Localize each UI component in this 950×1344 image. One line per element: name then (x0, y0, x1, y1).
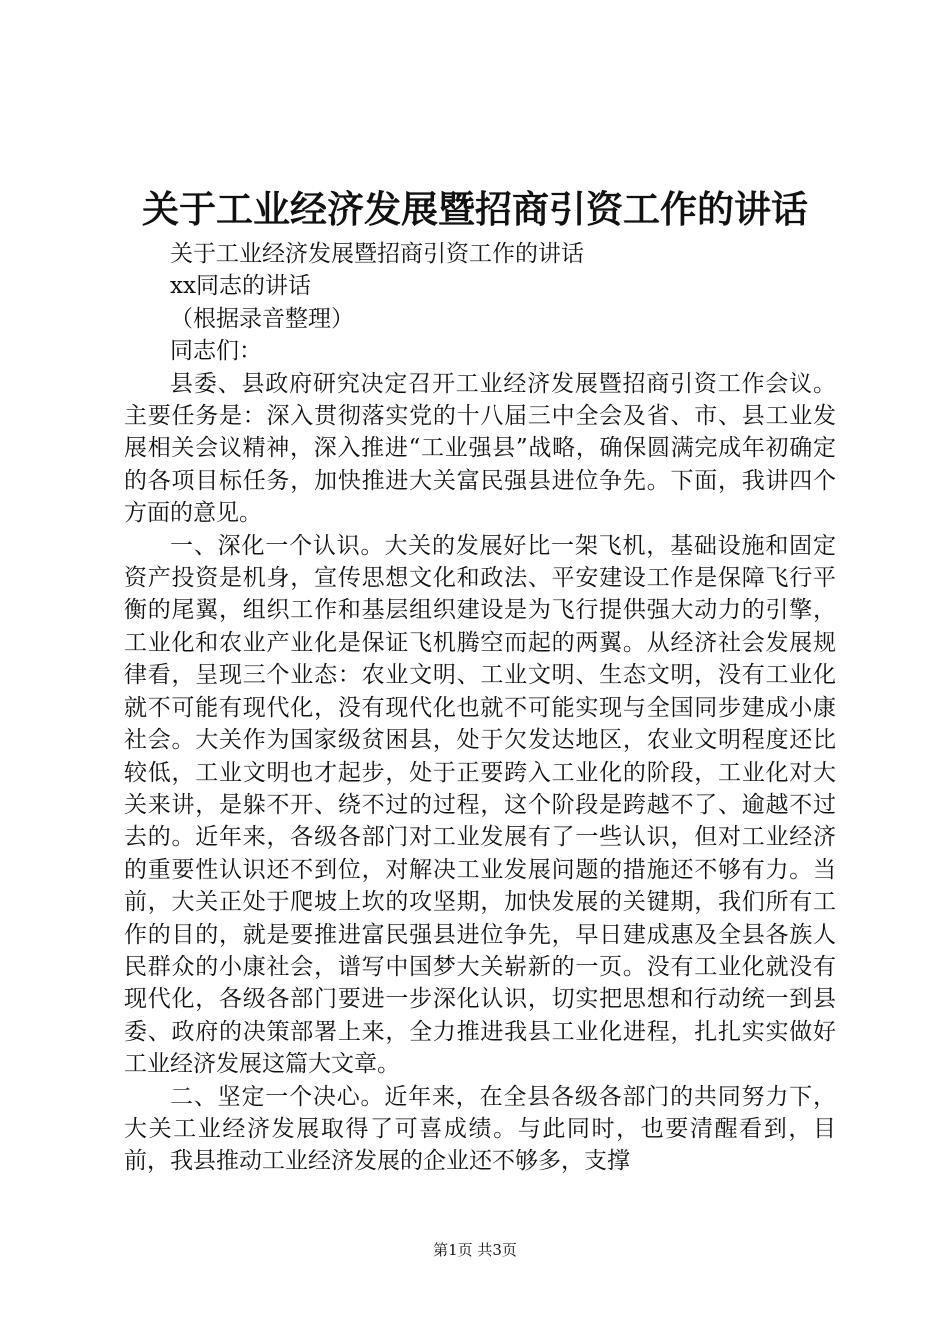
paragraph: 二、坚定一个决心。近年来，在全县各级各部门的共同努力下，大关工业经济发展取得了可喜成绩。与此同时，也要清醒看到，目前，我县推动工业经济发展的企业还不够多，支撑 (124, 1083, 836, 1175)
speaker-line: xx同志的讲话 (170, 273, 311, 300)
document-body (124, 238, 836, 1178)
subtitle-line: 关于工业经济发展暨招商引资工作的讲话 (170, 241, 584, 267)
note-line: （根据录音整理） (170, 305, 354, 332)
salutation: 同志们： (170, 338, 262, 365)
paragraph: 县委、县政府研究决定召开工业经济发展暨招商引资工作会议。主要任务是：深入贯彻落实党的十八届三中全会及省、市、县工业发展相关会议精神，深入推进“工业强县”战略，确保圆满完成年初确定的各项目标任务，加快推进大关富民强县进位争先。下面，我讲四个方面的意见。 (124, 370, 836, 527)
paragraph: 一、深化一个认识。大关的发展好比一架飞机，基础设施和固定资产投资是机身，宣传思想文化和政法、平安建设工作是保障飞行平衡的尾翼，组织工作和基层组织建设是为飞行提供强大动力的引擎，工业化和农业产业化是保证飞机腾空而起的两翼。从经济社会发展规律看，呈现三个业态：农业文明、工业文明、生态文明，没有工业化就不可能有现代化，没有现代化也就不可能实现与全国同步建成小康社会。大关作为国家级贫困县，处于欠发达地区，农业文明程度还比较低，工业文明也才起步，处于正要跨入工业化的阶段，工业化对大关来讲，是躲不开、绕不过的过程，这个阶段是跨越不了、逾越不过去的。近年来，各级各部门对工业发展有了一些认识，但对工业经济的重要性认识还不到位，对解决工业发展问题的措施还不够有力。当前，大关正处于爬坡上坎的攻坚期，加快发展的关键期，我们所有工作的目的，就是要推进富民强县进位争先，早日建成惠及全县各族人民群众的小康社会，谱写中国梦大关崭新的一页。没有工业化就没有现代化，各级各部门要进一步深化认识，切实把思想和行动统一到县委、政府的决策部署上来，全力推进我县工业化进程，扎扎实实做好工业经济发展这篇大文章。 (124, 532, 836, 1078)
document-title: 关于工业经济发展暨招商引资工作的讲话 (142, 187, 808, 231)
page-number: 第1页 共3页 (433, 1241, 517, 1259)
